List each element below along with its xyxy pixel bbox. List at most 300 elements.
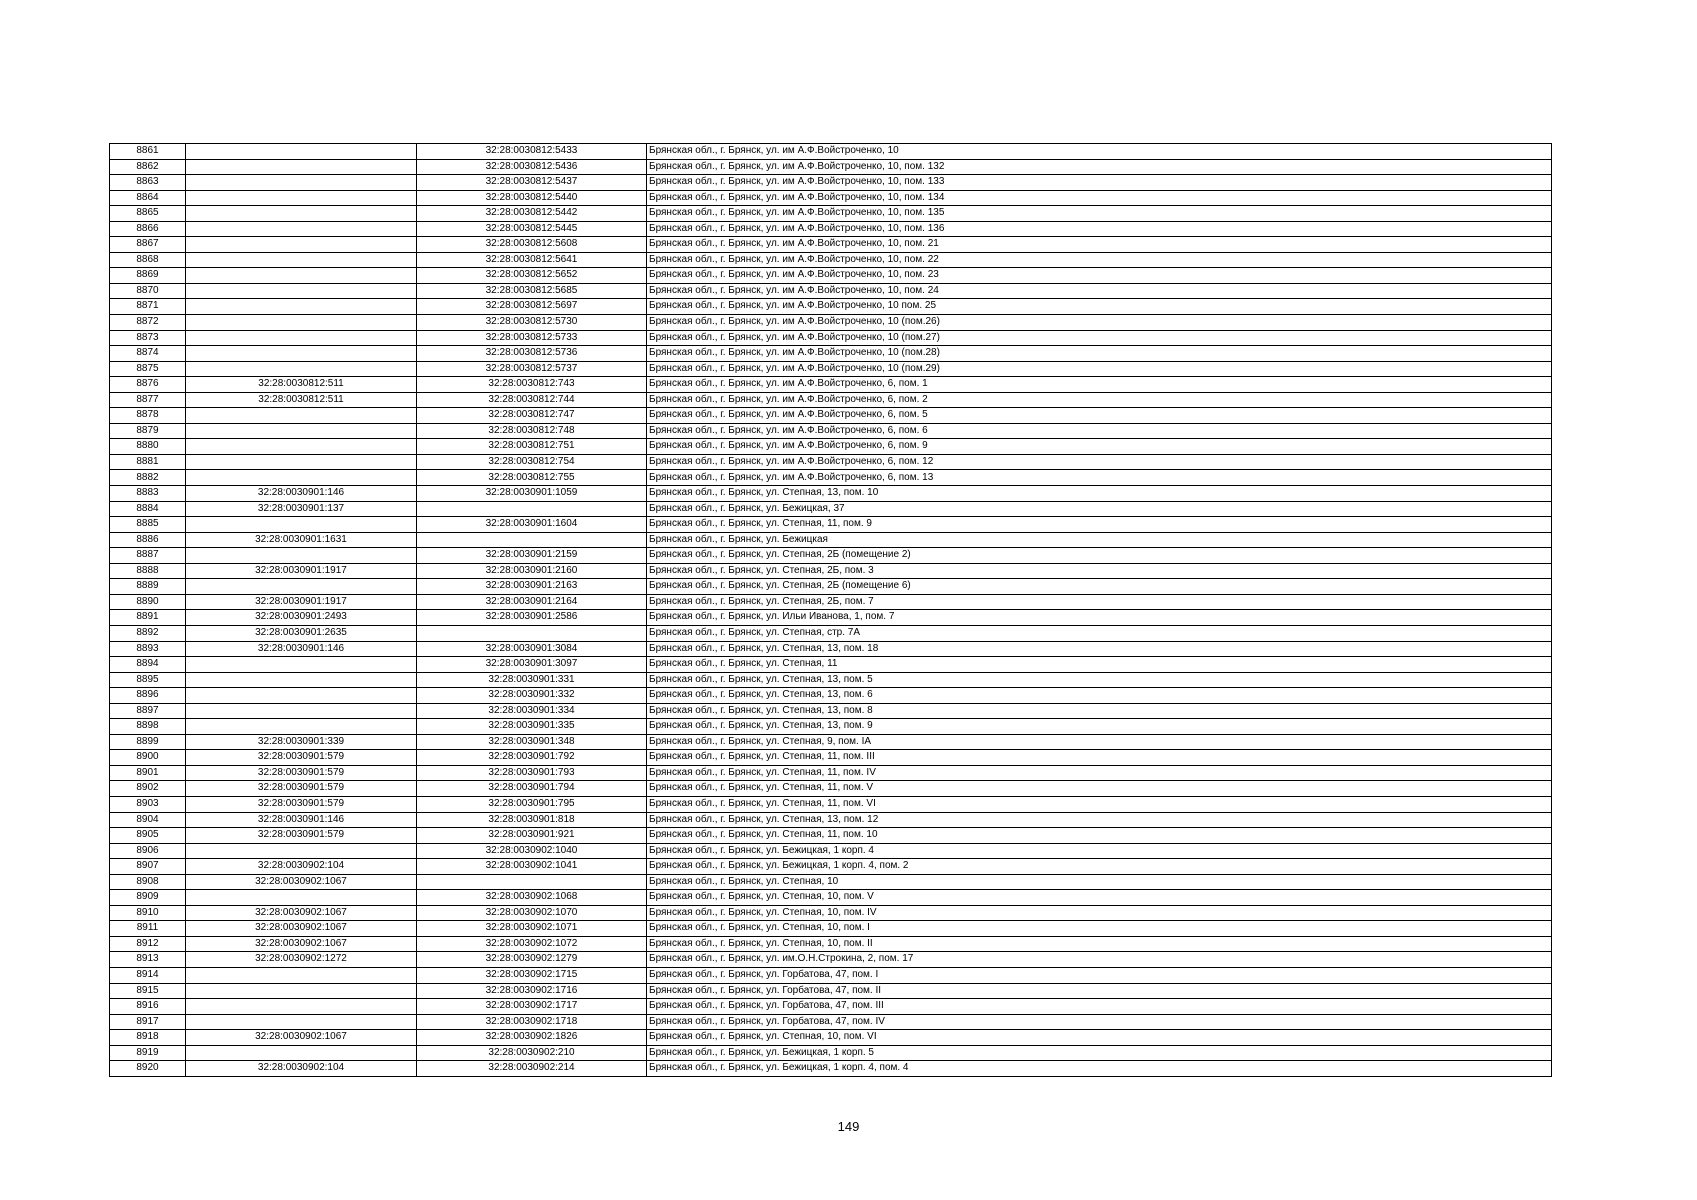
cadastral-number-cell: 32:28:0030812:5445 [417,221,647,237]
row-number-cell: 8874 [110,346,186,362]
address-cell: Брянская обл., г. Брянск, ул. Степная, 10, пом. II [647,936,1552,952]
parent-cadastral-cell [186,1014,417,1030]
parent-cadastral-cell: 32:28:0030901:1917 [186,563,417,579]
row-number-cell: 8912 [110,936,186,952]
address-cell: Брянская обл., г. Брянск, ул. им А.Ф.Войстроченко, 6, пом. 1 [647,377,1552,393]
parent-cadastral-cell: 32:28:0030901:137 [186,501,417,517]
parent-cadastral-cell [186,657,417,673]
table-row [110,812,1552,828]
row-number-cell: 8883 [110,486,186,502]
row-number-cell: 8901 [110,765,186,781]
address-cell: Брянская обл., г. Брянск, ул. Горбатова, 47, пом. I [647,967,1552,983]
row-number-cell: 8909 [110,890,186,906]
table-row [110,532,1552,548]
cadastral-number-cell: 32:28:0030812:5608 [417,237,647,253]
parent-cadastral-cell: 32:28:0030901:1917 [186,594,417,610]
row-number-cell: 8884 [110,501,186,517]
address-cell: Брянская обл., г. Брянск, ул. им А.Ф.Войстроченко, 6, пом. 12 [647,454,1552,470]
parent-cadastral-cell: 32:28:0030901:2635 [186,625,417,641]
table-row [110,299,1552,315]
parent-cadastral-cell [186,999,417,1015]
cadastral-number-cell [417,625,647,641]
parent-cadastral-cell [186,144,417,160]
parent-cadastral-cell: 32:28:0030901:579 [186,750,417,766]
parent-cadastral-cell: 32:28:0030901:146 [186,486,417,502]
parent-cadastral-cell: 32:28:0030901:579 [186,828,417,844]
row-number-cell: 8861 [110,144,186,160]
address-cell: Брянская обл., г. Брянск, ул. Степная, 10, пом. IV [647,905,1552,921]
table-row [110,1061,1552,1077]
row-number-cell: 8892 [110,625,186,641]
table-row [110,548,1552,564]
row-number-cell: 8917 [110,1014,186,1030]
row-number-cell: 8918 [110,1030,186,1046]
table-row [110,439,1552,455]
parent-cadastral-cell [186,579,417,595]
cadastral-number-cell: 32:28:0030902:1717 [417,999,647,1015]
cadastral-number-cell: 32:28:0030902:1070 [417,905,647,921]
row-number-cell: 8864 [110,190,186,206]
row-number-cell: 8865 [110,206,186,222]
table-row [110,330,1552,346]
address-cell: Брянская обл., г. Брянск, ул. Бежицкая, 1 корп. 4 [647,843,1552,859]
row-number-cell: 8875 [110,361,186,377]
table-row [110,1045,1552,1061]
cadastral-number-cell [417,501,647,517]
table-row [110,361,1552,377]
row-number-cell: 8906 [110,843,186,859]
parent-cadastral-cell [186,470,417,486]
address-cell: Брянская обл., г. Брянск, ул. им А.Ф.Войстроченко, 6, пом. 2 [647,392,1552,408]
cadastral-number-cell: 32:28:0030902:1072 [417,936,647,952]
address-cell: Брянская обл., г. Брянск, ул. им А.Ф.Войстроченко, 10, пом. 136 [647,221,1552,237]
row-number-cell: 8869 [110,268,186,284]
cadastral-number-cell: 32:28:0030812:5440 [417,190,647,206]
cadastral-number-cell: 32:28:0030812:5685 [417,283,647,299]
cadastral-number-cell [417,874,647,890]
row-number-cell: 8910 [110,905,186,921]
row-number-cell: 8877 [110,392,186,408]
table-row [110,874,1552,890]
parent-cadastral-cell: 32:28:0030901:579 [186,781,417,797]
row-number-cell: 8894 [110,657,186,673]
table-row [110,905,1552,921]
cadastral-number-cell: 32:28:0030901:921 [417,828,647,844]
address-cell: Брянская обл., г. Брянск, ул. им А.Ф.Войстроченко, 10, пом. 135 [647,206,1552,222]
registry-table-body [110,144,1552,1077]
row-number-cell: 8905 [110,828,186,844]
parent-cadastral-cell [186,299,417,315]
address-cell: Брянская обл., г. Брянск, ул. им А.Ф.Войстроченко, 6, пом. 13 [647,470,1552,486]
table-row [110,408,1552,424]
row-number-cell: 8895 [110,672,186,688]
row-number-cell: 8862 [110,159,186,175]
cadastral-number-cell: 32:28:0030902:1071 [417,921,647,937]
parent-cadastral-cell: 32:28:0030902:1272 [186,952,417,968]
parent-cadastral-cell [186,1045,417,1061]
address-cell: Брянская обл., г. Брянск, ул. Степная, 13, пом. 5 [647,672,1552,688]
row-number-cell: 8890 [110,594,186,610]
table-row [110,890,1552,906]
table-row [110,377,1552,393]
table-row [110,1014,1552,1030]
parent-cadastral-cell: 32:28:0030902:1067 [186,921,417,937]
row-number-cell: 8902 [110,781,186,797]
table-row [110,703,1552,719]
cadastral-number-cell: 32:28:0030812:748 [417,423,647,439]
table-row [110,237,1552,253]
row-number-cell: 8898 [110,719,186,735]
address-cell: Брянская обл., г. Брянск, ул. Степная, 2Б, пом. 7 [647,594,1552,610]
table-row [110,688,1552,704]
address-cell: Брянская обл., г. Брянск, ул. Степная, 13, пом. 12 [647,812,1552,828]
address-cell: Брянская обл., г. Брянск, ул. Степная, 2Б, пом. 3 [647,563,1552,579]
table-row [110,796,1552,812]
row-number-cell: 8873 [110,330,186,346]
table-row [110,921,1552,937]
cadastral-number-cell: 32:28:0030901:331 [417,672,647,688]
table-row [110,625,1552,641]
address-cell: Брянская обл., г. Брянск, ул. Бежицкая, 1 корп. 4, пом. 4 [647,1061,1552,1077]
cadastral-number-cell: 32:28:0030812:5442 [417,206,647,222]
cadastral-number-cell: 32:28:0030902:1715 [417,967,647,983]
parent-cadastral-cell [186,315,417,331]
cadastral-number-cell: 32:28:0030901:2164 [417,594,647,610]
cadastral-number-cell: 32:28:0030901:2586 [417,610,647,626]
table-row [110,579,1552,595]
parent-cadastral-cell [186,843,417,859]
table-row [110,346,1552,362]
parent-cadastral-cell: 32:28:0030902:1067 [186,1030,417,1046]
row-number-cell: 8915 [110,983,186,999]
cadastral-number-cell: 32:28:0030902:1279 [417,952,647,968]
address-cell: Брянская обл., г. Брянск, ул. Горбатова, 47, пом. IV [647,1014,1552,1030]
cadastral-number-cell: 32:28:0030902:1041 [417,859,647,875]
parent-cadastral-cell [186,703,417,719]
row-number-cell: 8911 [110,921,186,937]
table-row [110,190,1552,206]
cadastral-number-cell: 32:28:0030812:744 [417,392,647,408]
row-number-cell: 8893 [110,641,186,657]
cadastral-number-cell: 32:28:0030812:5652 [417,268,647,284]
row-number-cell: 8919 [110,1045,186,1061]
row-number-cell: 8885 [110,517,186,533]
table-row [110,936,1552,952]
address-cell: Брянская обл., г. Брянск, ул. Степная, 13, пом. 9 [647,719,1552,735]
row-number-cell: 8889 [110,579,186,595]
cadastral-number-cell: 32:28:0030902:1826 [417,1030,647,1046]
address-cell: Брянская обл., г. Брянск, ул. им А.Ф.Войстроченко, 6, пом. 5 [647,408,1552,424]
cadastral-number-cell: 32:28:0030901:1604 [417,517,647,533]
registry-table [109,143,1552,1077]
table-row [110,268,1552,284]
parent-cadastral-cell [186,206,417,222]
table-row [110,734,1552,750]
parent-cadastral-cell [186,361,417,377]
parent-cadastral-cell [186,439,417,455]
cadastral-number-cell: 32:28:0030902:1718 [417,1014,647,1030]
row-number-cell: 8897 [110,703,186,719]
parent-cadastral-cell: 32:28:0030901:146 [186,641,417,657]
row-number-cell: 8880 [110,439,186,455]
cadastral-number-cell: 32:28:0030812:743 [417,377,647,393]
address-cell: Брянская обл., г. Брянск, ул. Степная, 2Б (помещение 2) [647,548,1552,564]
cadastral-number-cell: 32:28:0030902:214 [417,1061,647,1077]
table-row [110,750,1552,766]
cadastral-number-cell: 32:28:0030812:751 [417,439,647,455]
row-number-cell: 8878 [110,408,186,424]
page-number: 149 [837,1119,860,1134]
address-cell: Брянская обл., г. Брянск, ул. Степная, 2Б (помещение 6) [647,579,1552,595]
row-number-cell: 8914 [110,967,186,983]
table-row [110,517,1552,533]
table-row [110,657,1552,673]
row-number-cell: 8907 [110,859,186,875]
parent-cadastral-cell: 32:28:0030902:1067 [186,874,417,890]
address-cell: Брянская обл., г. Брянск, ул. им А.Ф.Войстроченко, 10 (пом.27) [647,330,1552,346]
address-cell: Брянская обл., г. Брянск, ул. им А.Ф.Войстроченко, 10, пом. 24 [647,283,1552,299]
cadastral-number-cell: 32:28:0030902:1716 [417,983,647,999]
table-row [110,315,1552,331]
parent-cadastral-cell [186,967,417,983]
cadastral-number-cell: 32:28:0030901:2160 [417,563,647,579]
table-row [110,828,1552,844]
address-cell: Брянская обл., г. Брянск, ул. Степная, 13, пом. 6 [647,688,1552,704]
address-cell: Брянская обл., г. Брянск, ул. Степная, 10, пом. VI [647,1030,1552,1046]
parent-cadastral-cell [186,517,417,533]
address-cell: Брянская обл., г. Брянск, ул. Степная, 13, пом. 8 [647,703,1552,719]
address-cell: Брянская обл., г. Брянск, ул. Бежицкая [647,532,1552,548]
address-cell: Брянская обл., г. Брянск, ул. Степная, 13, пом. 18 [647,641,1552,657]
parent-cadastral-cell [186,252,417,268]
address-cell: Брянская обл., г. Брянск, ул. им А.Ф.Войстроченко, 10 пом. 25 [647,299,1552,315]
row-number-cell: 8867 [110,237,186,253]
cadastral-number-cell: 32:28:0030901:3084 [417,641,647,657]
cadastral-number-cell: 32:28:0030812:5730 [417,315,647,331]
table-row [110,843,1552,859]
cadastral-number-cell: 32:28:0030901:795 [417,796,647,812]
parent-cadastral-cell: 32:28:0030901:1631 [186,532,417,548]
address-cell: Брянская обл., г. Брянск, ул. Горбатова, 47, пом. III [647,999,1552,1015]
cadastral-number-cell: 32:28:0030812:5641 [417,252,647,268]
address-cell: Брянская обл., г. Брянск, ул. Степная, 13, пом. 10 [647,486,1552,502]
row-number-cell: 8896 [110,688,186,704]
table-row [110,392,1552,408]
cadastral-number-cell: 32:28:0030812:754 [417,454,647,470]
cadastral-number-cell: 32:28:0030902:210 [417,1045,647,1061]
address-cell: Брянская обл., г. Брянск, ул. Бежицкая, 1 корп. 4, пом. 2 [647,859,1552,875]
table-row [110,594,1552,610]
table-row [110,144,1552,160]
table-row [110,423,1552,439]
table-row [110,283,1552,299]
cadastral-number-cell: 32:28:0030901:335 [417,719,647,735]
row-number-cell: 8876 [110,377,186,393]
table-row [110,221,1552,237]
address-cell: Брянская обл., г. Брянск, ул. Степная, 9, пом. IА [647,734,1552,750]
parent-cadastral-cell [186,719,417,735]
address-cell: Брянская обл., г. Брянск, ул. им А.Ф.Войстроченко, 10, пом. 22 [647,252,1552,268]
address-cell: Брянская обл., г. Брянск, ул. Степная, 11, пом. VI [647,796,1552,812]
address-cell: Брянская обл., г. Брянск, ул. им А.Ф.Войстроченко, 10, пом. 21 [647,237,1552,253]
row-number-cell: 8870 [110,283,186,299]
parent-cadastral-cell: 32:28:0030902:104 [186,1061,417,1077]
cadastral-number-cell: 32:28:0030901:818 [417,812,647,828]
address-cell: Брянская обл., г. Брянск, ул. им А.Ф.Войстроченко, 6, пом. 9 [647,439,1552,455]
address-cell: Брянская обл., г. Брянск, ул. им А.Ф.Войстроченко, 10 (пом.26) [647,315,1552,331]
table-row [110,175,1552,191]
parent-cadastral-cell [186,408,417,424]
parent-cadastral-cell: 32:28:0030901:579 [186,765,417,781]
table-row [110,765,1552,781]
table-row [110,859,1552,875]
parent-cadastral-cell [186,237,417,253]
table-row [110,719,1552,735]
parent-cadastral-cell [186,221,417,237]
cadastral-number-cell: 32:28:0030902:1040 [417,843,647,859]
row-number-cell: 8887 [110,548,186,564]
address-cell: Брянская обл., г. Брянск, ул. Степная, 11, пом. IV [647,765,1552,781]
cadastral-number-cell: 32:28:0030901:2163 [417,579,647,595]
table-row [110,610,1552,626]
address-cell: Брянская обл., г. Брянск, ул. им А.Ф.Войстроченко, 10, пом. 132 [647,159,1552,175]
cadastral-number-cell: 32:28:0030901:2159 [417,548,647,564]
table-row [110,252,1552,268]
table-row [110,983,1552,999]
parent-cadastral-cell [186,283,417,299]
parent-cadastral-cell: 32:28:0030901:146 [186,812,417,828]
cadastral-number-cell: 32:28:0030812:5736 [417,346,647,362]
parent-cadastral-cell [186,983,417,999]
address-cell: Брянская обл., г. Брянск, ул. им А.Ф.Войстроченко, 6, пом. 6 [647,423,1552,439]
parent-cadastral-cell [186,346,417,362]
address-cell: Брянская обл., г. Брянск, ул. Степная, 10 [647,874,1552,890]
parent-cadastral-cell [186,454,417,470]
parent-cadastral-cell: 32:28:0030902:1067 [186,905,417,921]
cadastral-number-cell: 32:28:0030812:5733 [417,330,647,346]
row-number-cell: 8881 [110,454,186,470]
row-number-cell: 8886 [110,532,186,548]
cadastral-number-cell: 32:28:0030901:348 [417,734,647,750]
row-number-cell: 8908 [110,874,186,890]
table-row [110,470,1552,486]
row-number-cell: 8872 [110,315,186,331]
table-row [110,501,1552,517]
row-number-cell: 8871 [110,299,186,315]
cadastral-number-cell: 32:28:0030901:793 [417,765,647,781]
row-number-cell: 8888 [110,563,186,579]
table-row [110,159,1552,175]
address-cell: Брянская обл., г. Брянск, ул. Ильи Иванова, 1, пом. 7 [647,610,1552,626]
row-number-cell: 8891 [110,610,186,626]
address-cell: Брянская обл., г. Брянск, ул. Бежицкая, 1 корп. 5 [647,1045,1552,1061]
row-number-cell: 8913 [110,952,186,968]
cadastral-number-cell: 32:28:0030812:755 [417,470,647,486]
row-number-cell: 8868 [110,252,186,268]
parent-cadastral-cell [186,672,417,688]
cadastral-number-cell: 32:28:0030812:5433 [417,144,647,160]
cadastral-number-cell: 32:28:0030812:5697 [417,299,647,315]
address-cell: Брянская обл., г. Брянск, ул. Степная, стр. 7А [647,625,1552,641]
table-row [110,952,1552,968]
parent-cadastral-cell [186,190,417,206]
parent-cadastral-cell [186,688,417,704]
row-number-cell: 8899 [110,734,186,750]
address-cell: Брянская обл., г. Брянск, ул. Горбатова, 47, пом. II [647,983,1552,999]
address-cell: Брянская обл., г. Брянск, ул. им А.Ф.Войстроченко, 10, пом. 23 [647,268,1552,284]
parent-cadastral-cell [186,890,417,906]
table-row [110,781,1552,797]
row-number-cell: 8920 [110,1061,186,1077]
address-cell: Брянская обл., г. Брянск, ул. им.О.Н.Строкина, 2, пом. 17 [647,952,1552,968]
row-number-cell: 8916 [110,999,186,1015]
cadastral-number-cell [417,532,647,548]
parent-cadastral-cell [186,175,417,191]
address-cell: Брянская обл., г. Брянск, ул. Степная, 11 [647,657,1552,673]
table-row [110,454,1552,470]
parent-cadastral-cell [186,159,417,175]
cadastral-number-cell: 32:28:0030901:334 [417,703,647,719]
parent-cadastral-cell: 32:28:0030902:1067 [186,936,417,952]
address-cell: Брянская обл., г. Брянск, ул. им А.Ф.Войстроченко, 10, пом. 134 [647,190,1552,206]
parent-cadastral-cell: 32:28:0030901:2493 [186,610,417,626]
cadastral-number-cell: 32:28:0030812:747 [417,408,647,424]
row-number-cell: 8904 [110,812,186,828]
address-cell: Брянская обл., г. Брянск, ул. им А.Ф.Войстроченко, 10 (пом.29) [647,361,1552,377]
address-cell: Брянская обл., г. Брянск, ул. им А.Ф.Войстроченко, 10 (пом.28) [647,346,1552,362]
address-cell: Брянская обл., г. Брянск, ул. Степная, 10, пом. I [647,921,1552,937]
parent-cadastral-cell [186,548,417,564]
table-row [110,999,1552,1015]
address-cell: Брянская обл., г. Брянск, ул. Степная, 11, пом. III [647,750,1552,766]
address-cell: Брянская обл., г. Брянск, ул. Степная, 11, пом. 10 [647,828,1552,844]
table-row [110,1030,1552,1046]
cadastral-number-cell: 32:28:0030901:794 [417,781,647,797]
cadastral-number-cell: 32:28:0030901:792 [417,750,647,766]
row-number-cell: 8863 [110,175,186,191]
cadastral-number-cell: 32:28:0030901:3097 [417,657,647,673]
row-number-cell: 8903 [110,796,186,812]
parent-cadastral-cell: 32:28:0030812:511 [186,392,417,408]
row-number-cell: 8900 [110,750,186,766]
cadastral-number-cell: 32:28:0030901:1059 [417,486,647,502]
table-row [110,672,1552,688]
cadastral-number-cell: 32:28:0030812:5437 [417,175,647,191]
row-number-cell: 8866 [110,221,186,237]
parent-cadastral-cell: 32:28:0030902:104 [186,859,417,875]
table-row [110,967,1552,983]
address-cell: Брянская обл., г. Брянск, ул. Степная, 11, пом. 9 [647,517,1552,533]
table-row [110,563,1552,579]
row-number-cell: 8879 [110,423,186,439]
address-cell: Брянская обл., г. Брянск, ул. им А.Ф.Войстроченко, 10 [647,144,1552,160]
table-row [110,206,1552,222]
address-cell: Брянская обл., г. Брянск, ул. Степная, 11, пом. V [647,781,1552,797]
parent-cadastral-cell: 32:28:0030901:579 [186,796,417,812]
cadastral-number-cell: 32:28:0030901:332 [417,688,647,704]
table-row [110,641,1552,657]
parent-cadastral-cell [186,330,417,346]
cadastral-number-cell: 32:28:0030812:5737 [417,361,647,377]
table-row [110,486,1552,502]
address-cell: Брянская обл., г. Брянск, ул. Степная, 10, пом. V [647,890,1552,906]
parent-cadastral-cell: 32:28:0030901:339 [186,734,417,750]
address-cell: Брянская обл., г. Брянск, ул. им А.Ф.Войстроченко, 10, пом. 133 [647,175,1552,191]
address-cell: Брянская обл., г. Брянск, ул. Бежицкая, 37 [647,501,1552,517]
parent-cadastral-cell [186,268,417,284]
cadastral-number-cell: 32:28:0030902:1068 [417,890,647,906]
parent-cadastral-cell: 32:28:0030812:511 [186,377,417,393]
